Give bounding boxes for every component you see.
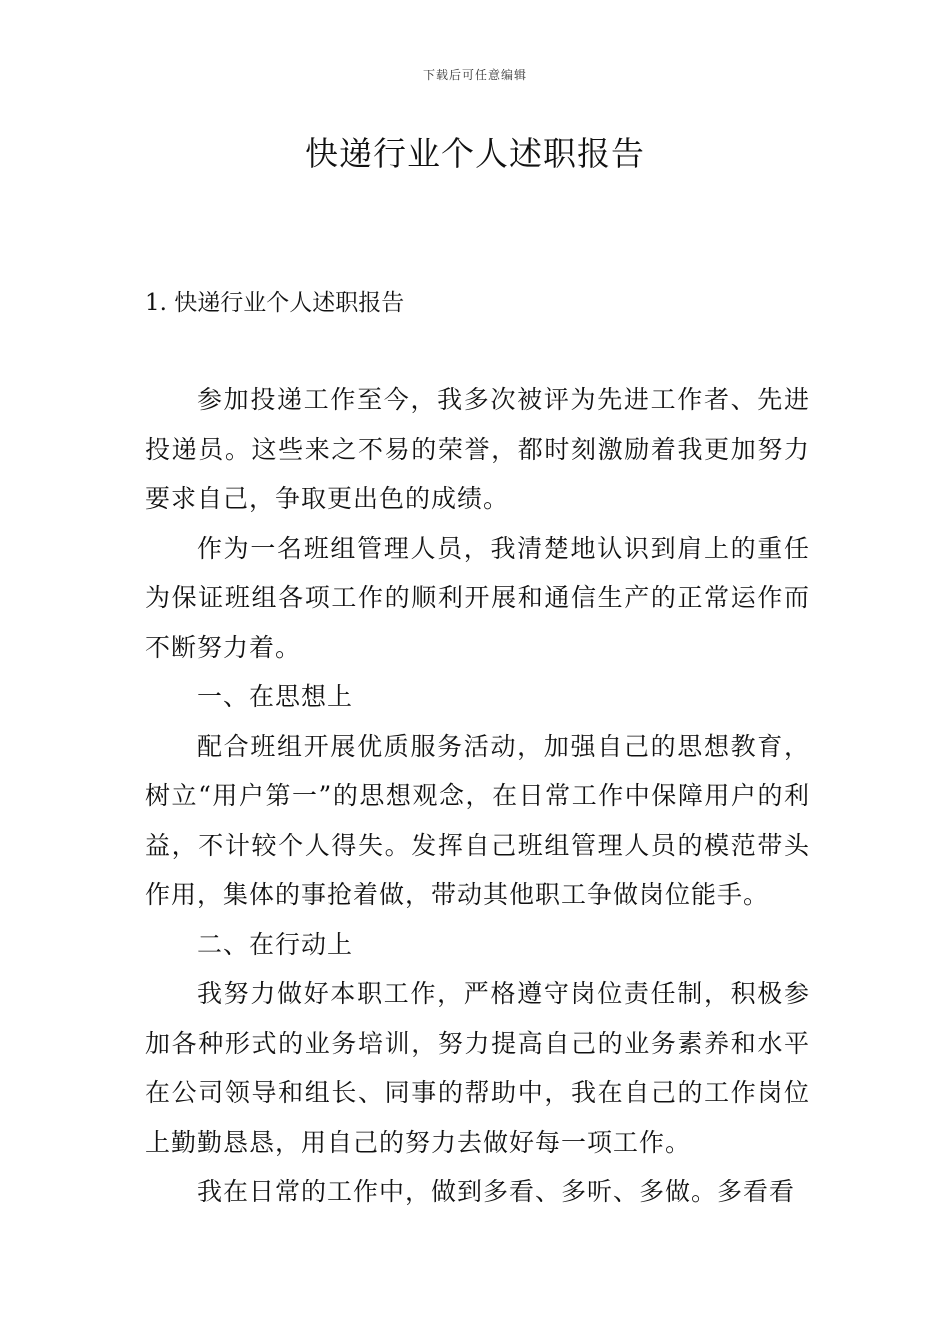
paragraph: 我在日常的工作中，做到多看、多听、多做。多看看 (197, 1177, 796, 1206)
paragraph: 配合班组开展优质服务活动，加强自己的思想教育，树立“用户第一”的思想观念，在日常工作中保障用户的利益，不计较个人得失。发挥自己班组管理人员的模范带头作用，集体的事抢着做，带动其他职工争做岗位能手。 (145, 731, 810, 909)
paragraph: 我努力做好本职工作，严格遵守岗位责任制，积极参加各种形式的业务培训，努力提高自己的业务素养和水平在公司领导和组长、同事的帮助中，我在自己的工作岗位上勤勤恳恳，用自己的努力去做好每一项工作。 (145, 979, 810, 1157)
paragraph: 作为一名班组管理人员，我清楚地认识到肩上的重任为保证班组各项工作的顺利开展和通信生产的正常运作而不断努力着。 (145, 533, 810, 662)
subheading: 二、在行动上 (197, 929, 354, 959)
document-body (145, 375, 810, 1217)
header-note: 下载后可任意编辑 (422, 68, 527, 82)
section-heading: 1. 快递行业个人述职报告 (145, 290, 405, 316)
subheading: 一、在思想上 (197, 682, 354, 711)
paragraph: 参加投递工作至今，我多次被评为先进工作者、先进投递员。这些来之不易的荣誉，都时刻激励着我更加努力要求自己，争取更出色的成绩。 (145, 385, 810, 513)
document-title: 快递行业个人述职报告 (305, 134, 645, 173)
